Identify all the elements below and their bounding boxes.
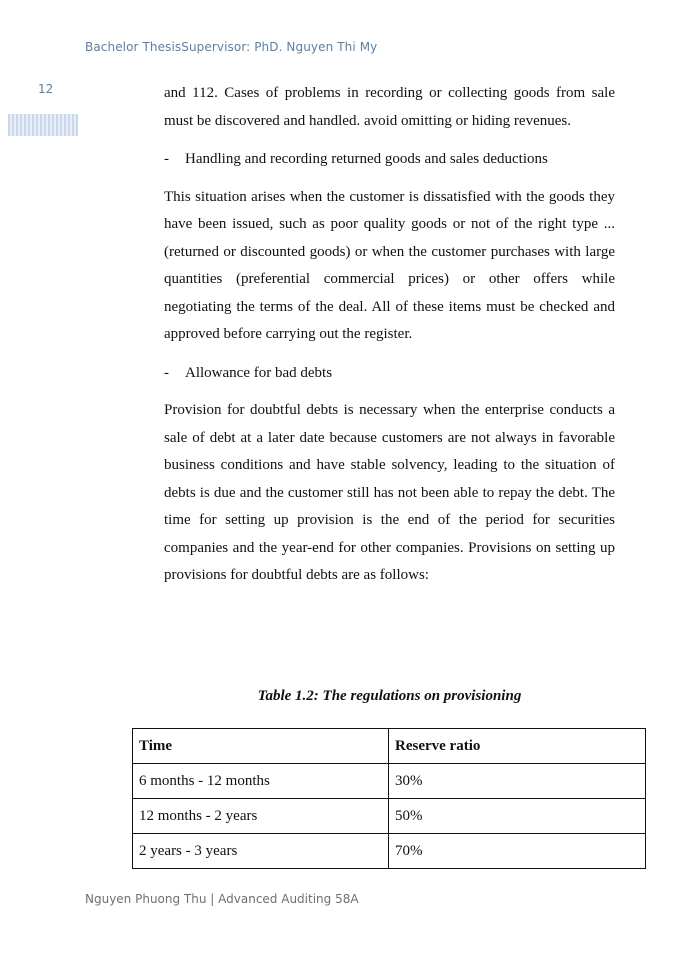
paragraph-2: This situation arises when the customer is dissatisfied with the goods they have been issued, such as poor quality goods or not of the right type ... (returned or discounted goods) or when the customer purchases with large quantities (preferential commercial prices) or other offers while negotiating the terms of the deal. All of these items must be checked and approved before carrying out the register. <box>164 188 615 342</box>
cell-ratio: 30% <box>389 764 646 799</box>
header-reserve-ratio: Reserve ratio <box>389 729 646 764</box>
cell-time: 2 years - 3 years <box>133 834 389 869</box>
page-header: Bachelor ThesisSupervisor: PhD. Nguyen Thi My <box>85 40 378 54</box>
bullet-dash: - <box>164 364 169 381</box>
bullet-text: Handling and recording returned goods and sales deductions <box>185 151 548 167</box>
provisioning-table <box>132 728 646 869</box>
cell-time: 6 months - 12 months <box>133 764 389 799</box>
bullet-dash: - <box>164 151 169 167</box>
cell-ratio: 70% <box>389 834 646 869</box>
page-footer: Nguyen Phuong Thu | Advanced Auditing 58A <box>85 892 359 906</box>
header-time: Time <box>133 729 389 764</box>
document-body <box>164 80 615 590</box>
table-header-row <box>133 729 646 764</box>
bullet-returned-goods <box>164 146 615 174</box>
table-row <box>133 834 646 869</box>
paragraph-3: Provision for doubtful debts is necessary when the enterprise conducts a sale of debt at a later date because customers are not always in favorable business conditions and have stable solvency, leading to the situation of debts is due and the customer still has not been able to repay the debt. The time for setting up provision is the end of the period for securities companies and the year-end for other companies. Provisions on setting up provisions for doubtful debts are as follows: <box>164 402 615 583</box>
page-decoration <box>8 114 78 136</box>
cell-time: 12 months - 2 years <box>133 799 389 834</box>
table-row <box>133 799 646 834</box>
paragraph-1: and 112. Cases of problems in recording or collecting goods from sale must be discovered and handled. avoid omitting or hiding revenues. <box>164 85 615 129</box>
cell-ratio: 50% <box>389 799 646 834</box>
bullet-text: Allowance for bad debts <box>185 364 333 381</box>
table-caption: Table 1.2: The regulations on provisioning <box>257 688 522 704</box>
table-row <box>133 764 646 799</box>
page-number: 12 <box>38 82 54 96</box>
bullet-bad-debts <box>164 360 615 388</box>
